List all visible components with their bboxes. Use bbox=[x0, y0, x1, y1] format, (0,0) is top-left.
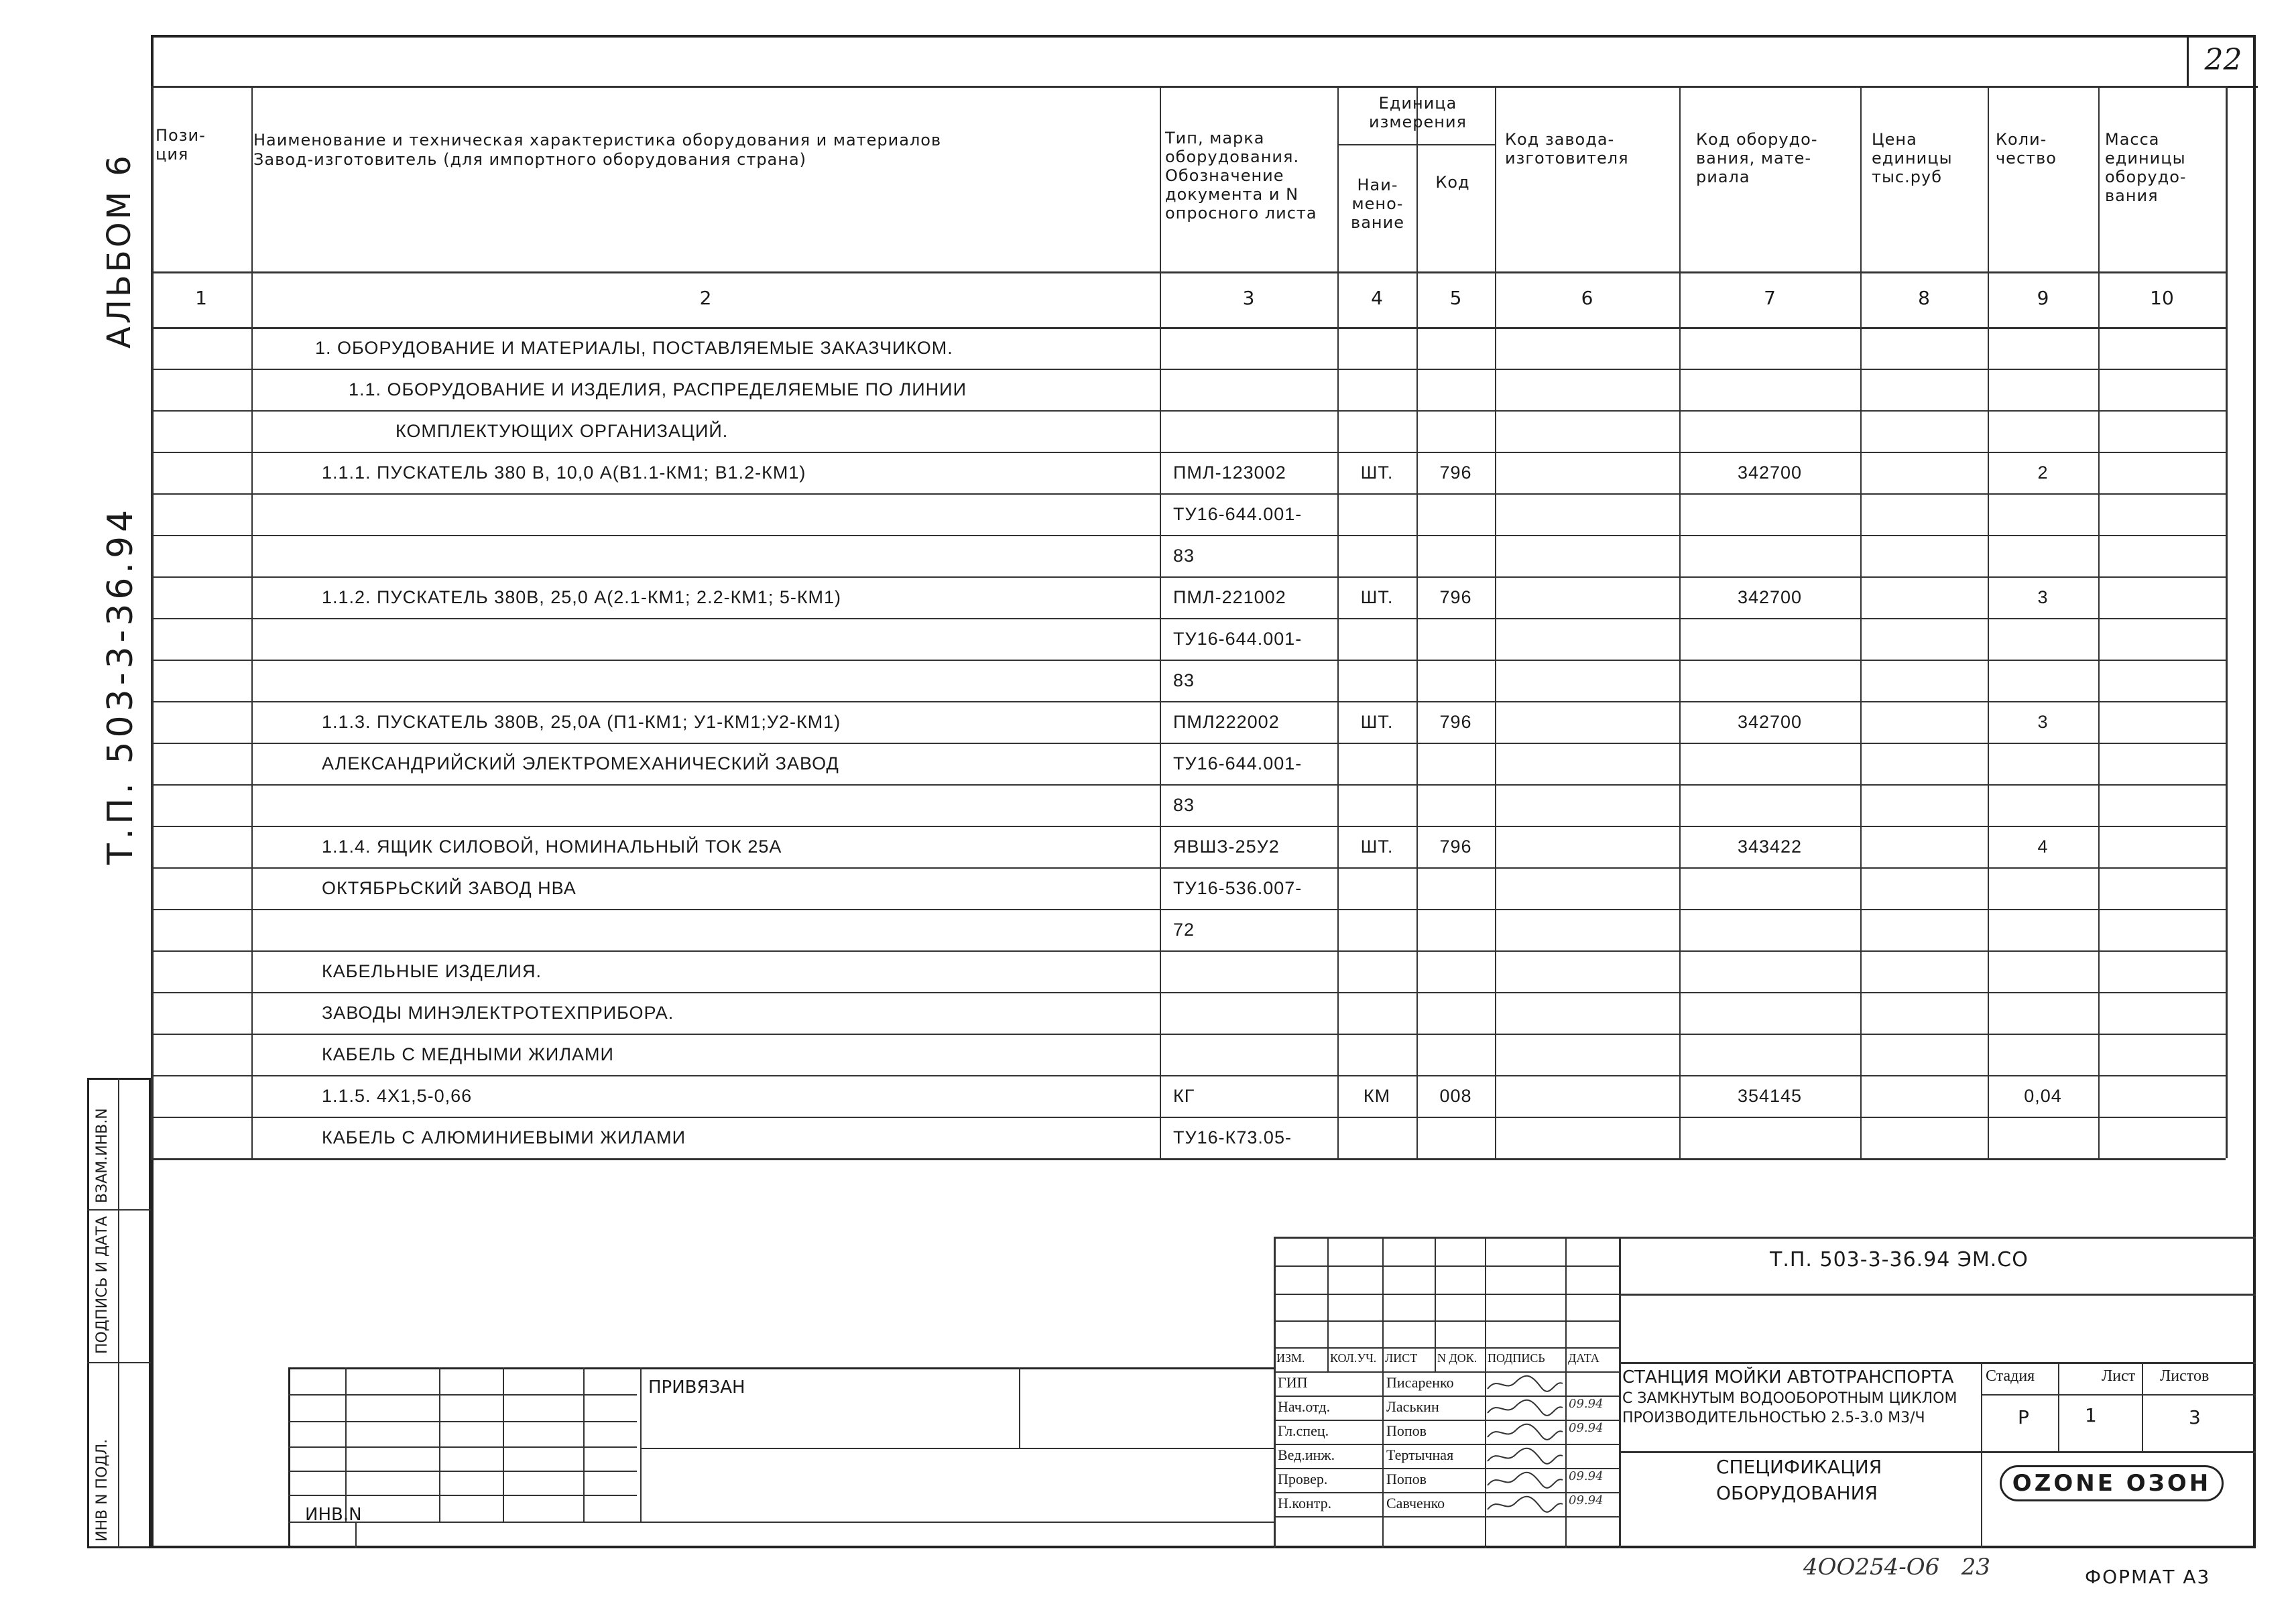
stamp-col-head-4: N ДОК. bbox=[1437, 1351, 1477, 1365]
column-number-8: 8 bbox=[1918, 287, 1930, 309]
side-label-vzam: ВЗАМ.ИНВ.N bbox=[94, 1108, 111, 1203]
row-19-type: КГ bbox=[1173, 1086, 1195, 1106]
inv-label: ИНВ.N bbox=[305, 1505, 362, 1525]
side-project-label: Т.П. 503-3-36.94 bbox=[101, 505, 141, 865]
row-12-type: 83 bbox=[1173, 795, 1195, 815]
header-mass: Масса единицы оборудо-вания bbox=[2105, 130, 2187, 205]
row-13-type: ЯВШЗ-25У2 bbox=[1173, 837, 1280, 857]
stamp-role-2: Нач.отд. bbox=[1278, 1398, 1331, 1415]
row-10-unit-name: ШТ. bbox=[1360, 712, 1394, 732]
stamp-col-head-3: ЛИСТ bbox=[1385, 1351, 1418, 1365]
row-19-unit-name: КМ bbox=[1363, 1086, 1391, 1106]
stamp-name-4: Тертычная bbox=[1386, 1446, 1454, 1463]
project-title-line3: ПРОИЗВОДИТЕЛЬНОСТЬЮ 2.5-3.0 М3/Ч bbox=[1622, 1410, 1925, 1426]
sheet-value: 1 bbox=[2085, 1404, 2097, 1426]
header-unit-code: Код bbox=[1435, 173, 1470, 192]
footer-format: ФОРМАТ А3 bbox=[2085, 1566, 2211, 1588]
header-factory-code: Код завода-изготовителя bbox=[1505, 130, 1629, 168]
row-19-qty: 0,04 bbox=[2024, 1086, 2062, 1106]
column-number-1: 1 bbox=[195, 287, 207, 309]
column-number-6: 6 bbox=[1581, 287, 1593, 309]
project-title bbox=[1622, 1367, 1978, 1426]
column-number-10: 10 bbox=[2150, 287, 2174, 309]
stamp-role-6: Н.контр. bbox=[1278, 1495, 1332, 1511]
stage-label: Стадия bbox=[1986, 1367, 2035, 1385]
drawing-frame bbox=[151, 35, 2256, 1548]
row-14-name: ОКТЯБРЬСКИЙ ЗАВОД НВА bbox=[322, 878, 577, 898]
row-13-unit-name: ШТ. bbox=[1360, 837, 1394, 857]
spec-title-line1: СПЕЦИФИКАЦИЯ bbox=[1716, 1456, 1882, 1478]
stamp-date-5: 09.94 bbox=[1569, 1469, 1604, 1483]
signature-mark-5 bbox=[1485, 1469, 1565, 1492]
sheets-value: 3 bbox=[2189, 1406, 2201, 1428]
project-title-line2: С ЗАМКНУТЫМ ВОДООБОРОТНЫМ ЦИКЛОМ bbox=[1622, 1390, 1957, 1407]
stamp-col-head-6: ДАТА bbox=[1568, 1351, 1599, 1365]
row-6-type: 83 bbox=[1173, 546, 1195, 566]
column-number-5: 5 bbox=[1449, 287, 1462, 309]
row-18-name: КАБЕЛЬ С МЕДНЫМИ ЖИЛАМИ bbox=[322, 1044, 614, 1064]
header-price: Цена единицы тыс.руб bbox=[1872, 130, 1953, 186]
row-10-unit-code: 796 bbox=[1439, 712, 1472, 732]
header-position: Пози-ция bbox=[156, 126, 206, 164]
row-7-type: ПМЛ-221002 bbox=[1173, 587, 1286, 607]
row-20-name: КАБЕЛЬ С АЛЮМИНИЕВЫМИ ЖИЛАМИ bbox=[322, 1127, 686, 1148]
sheet-number: 22 bbox=[2187, 35, 2258, 88]
row-13-name: 1.1.4. ЯЩИК СИЛОВОЙ, НОМИНАЛЬНЫЙ ТОК 25А bbox=[322, 837, 782, 857]
stage-value: Р bbox=[2018, 1406, 2029, 1428]
row-1-name: 1. ОБОРУДОВАНИЕ И МАТЕРИАЛЫ, ПОСТАВЛЯЕМЫЕ ЗАКАЗЧИКОМ. bbox=[315, 338, 953, 358]
footer-handwritten-number: 4ОО254-О6 23 bbox=[1803, 1554, 1990, 1581]
stamp-name-5: Попов bbox=[1386, 1471, 1427, 1487]
column-number-9: 9 bbox=[2037, 287, 2049, 309]
row-4-equip-code: 342700 bbox=[1737, 462, 1803, 483]
stamp-role-1: ГИП bbox=[1278, 1374, 1308, 1391]
row-7-qty: 3 bbox=[2037, 587, 2049, 607]
row-2-name: 1.1. ОБОРУДОВАНИЕ И ИЗДЕЛИЯ, РАСПРЕДЕЛЯЕМЫЕ ПО ЛИНИИ bbox=[349, 379, 967, 399]
stamp-name-2: Ласькин bbox=[1386, 1398, 1439, 1415]
row-4-unit-code: 796 bbox=[1439, 462, 1472, 483]
row-10-qty: 3 bbox=[2037, 712, 2049, 732]
sheets-label: Листов bbox=[2160, 1367, 2210, 1385]
row-19-unit-code: 008 bbox=[1439, 1086, 1472, 1106]
stamp-name-6: Савченко bbox=[1386, 1495, 1445, 1511]
header-qty: Коли-чество bbox=[1996, 130, 2057, 168]
row-7-unit-code: 796 bbox=[1439, 587, 1472, 607]
sheet-label: Лист bbox=[2102, 1367, 2136, 1385]
header-equip-code: Код оборудо-вания, мате-риала bbox=[1696, 130, 1818, 186]
stamp-date-2: 09.94 bbox=[1569, 1397, 1604, 1411]
stamp-role-3: Гл.спец. bbox=[1278, 1422, 1329, 1439]
row-13-qty: 4 bbox=[2037, 837, 2049, 857]
side-label-inv: ИНВ N ПОДЛ. bbox=[94, 1438, 111, 1542]
row-16-name: КАБЕЛЬНЫЕ ИЗДЕЛИЯ. bbox=[322, 961, 542, 981]
row-4-type: ПМЛ-123002 bbox=[1173, 462, 1286, 483]
stamp-col-head-2: КОЛ.УЧ. bbox=[1330, 1351, 1377, 1365]
row-19-equip-code: 354145 bbox=[1737, 1086, 1803, 1106]
row-14-type: ТУ16-536.007- bbox=[1173, 878, 1303, 898]
row-7-unit-name: ШТ. bbox=[1360, 587, 1394, 607]
column-number-7: 7 bbox=[1764, 287, 1776, 309]
stamp-date-6: 09.94 bbox=[1569, 1493, 1604, 1507]
signature-mark-3 bbox=[1485, 1421, 1565, 1444]
row-17-name: ЗАВОДЫ МИНЭЛЕКТРОТЕХПРИБОРА. bbox=[322, 1003, 674, 1023]
column-number-2: 2 bbox=[699, 287, 712, 309]
signature-mark-6 bbox=[1485, 1493, 1565, 1516]
row-4-qty: 2 bbox=[2037, 462, 2049, 483]
privyazan-label: ПРИВЯЗАН bbox=[648, 1377, 745, 1398]
ozone-logo bbox=[1984, 1460, 2239, 1507]
row-13-unit-code: 796 bbox=[1439, 837, 1472, 857]
header-type: Тип, марка оборудования. Обозначение документа и N опросного листа bbox=[1165, 129, 1317, 223]
project-title-line1: СТАНЦИЯ МОЙКИ АВТОТРАНСПОРТА bbox=[1622, 1367, 1954, 1387]
ozone-logo-text: OZONE ОЗОН bbox=[2000, 1465, 2224, 1501]
column-number-3: 3 bbox=[1242, 287, 1255, 309]
stamp-col-head-1: ИЗМ. bbox=[1276, 1351, 1305, 1365]
signature-mark-2 bbox=[1485, 1397, 1565, 1420]
row-11-type: ТУ16-644.001- bbox=[1173, 753, 1303, 773]
row-8-type: ТУ16-644.001- bbox=[1173, 629, 1303, 649]
stamp-name-3: Попов bbox=[1386, 1422, 1427, 1439]
stamp-role-5: Провер. bbox=[1278, 1471, 1328, 1487]
header-name-line1: Наименование и техническая характеристика оборудования и материалов bbox=[253, 131, 942, 149]
header-name-line2: Завод-изготовитель (для импортного оборудования страна) bbox=[253, 150, 807, 169]
row-13-equip-code: 343422 bbox=[1737, 837, 1803, 857]
row-4-name: 1.1.1. ПУСКАТЕЛЬ 380 В, 10,0 А(В1.1-КМ1; В1.2-КМ1) bbox=[322, 462, 806, 483]
row-9-type: 83 bbox=[1173, 670, 1195, 690]
stamp-role-4: Вед.инж. bbox=[1278, 1446, 1335, 1463]
signature-mark-1 bbox=[1485, 1373, 1565, 1396]
row-5-type: ТУ16-644.001- bbox=[1173, 504, 1303, 524]
row-3-name: КОМПЛЕКТУЮЩИХ ОРГАНИЗАЦИЙ. bbox=[396, 421, 729, 441]
row-7-name: 1.1.2. ПУСКАТЕЛЬ 380В, 25,0 А(2.1-КМ1; 2.2-КМ1; 5-КМ1) bbox=[322, 587, 842, 607]
stamp-name-1: Писаренко bbox=[1386, 1374, 1454, 1391]
stamp-col-head-5: ПОДПИСЬ bbox=[1488, 1351, 1545, 1365]
header-unit: Единица измерения bbox=[1369, 94, 1467, 131]
row-11-name: АЛЕКСАНДРИЙСКИЙ ЭЛЕКТРОМЕХАНИЧЕСКИЙ ЗАВОД bbox=[322, 753, 839, 773]
row-15-type: 72 bbox=[1173, 920, 1195, 940]
row-19-name: 1.1.5. 4Х1,5-0,66 bbox=[322, 1086, 473, 1106]
spec-title-line2: ОБОРУДОВАНИЯ bbox=[1716, 1482, 1878, 1504]
side-album-label: АЛЬБОМ 6 bbox=[101, 153, 138, 349]
row-4-unit-name: ШТ. bbox=[1360, 462, 1394, 483]
stamp-date-3: 09.94 bbox=[1569, 1421, 1604, 1435]
doc-code: Т.П. 503-3-36.94 ЭМ.СО bbox=[1770, 1248, 2029, 1272]
row-20-type: ТУ16-К73.05- bbox=[1173, 1127, 1292, 1148]
row-10-equip-code: 342700 bbox=[1737, 712, 1803, 732]
row-10-name: 1.1.3. ПУСКАТЕЛЬ 380В, 25,0А (П1-КМ1; У1-КМ1;У2-КМ1) bbox=[322, 712, 841, 732]
header-unit-name: Наи-мено-вание bbox=[1351, 176, 1404, 232]
signature-mark-4 bbox=[1485, 1445, 1565, 1468]
row-7-equip-code: 342700 bbox=[1737, 587, 1803, 607]
row-10-type: ПМЛ222002 bbox=[1173, 712, 1280, 732]
spec-title bbox=[1716, 1456, 1882, 1504]
side-label-sign: ПОДПИСЬ И ДАТА bbox=[94, 1216, 111, 1354]
column-number-4: 4 bbox=[1371, 287, 1383, 309]
